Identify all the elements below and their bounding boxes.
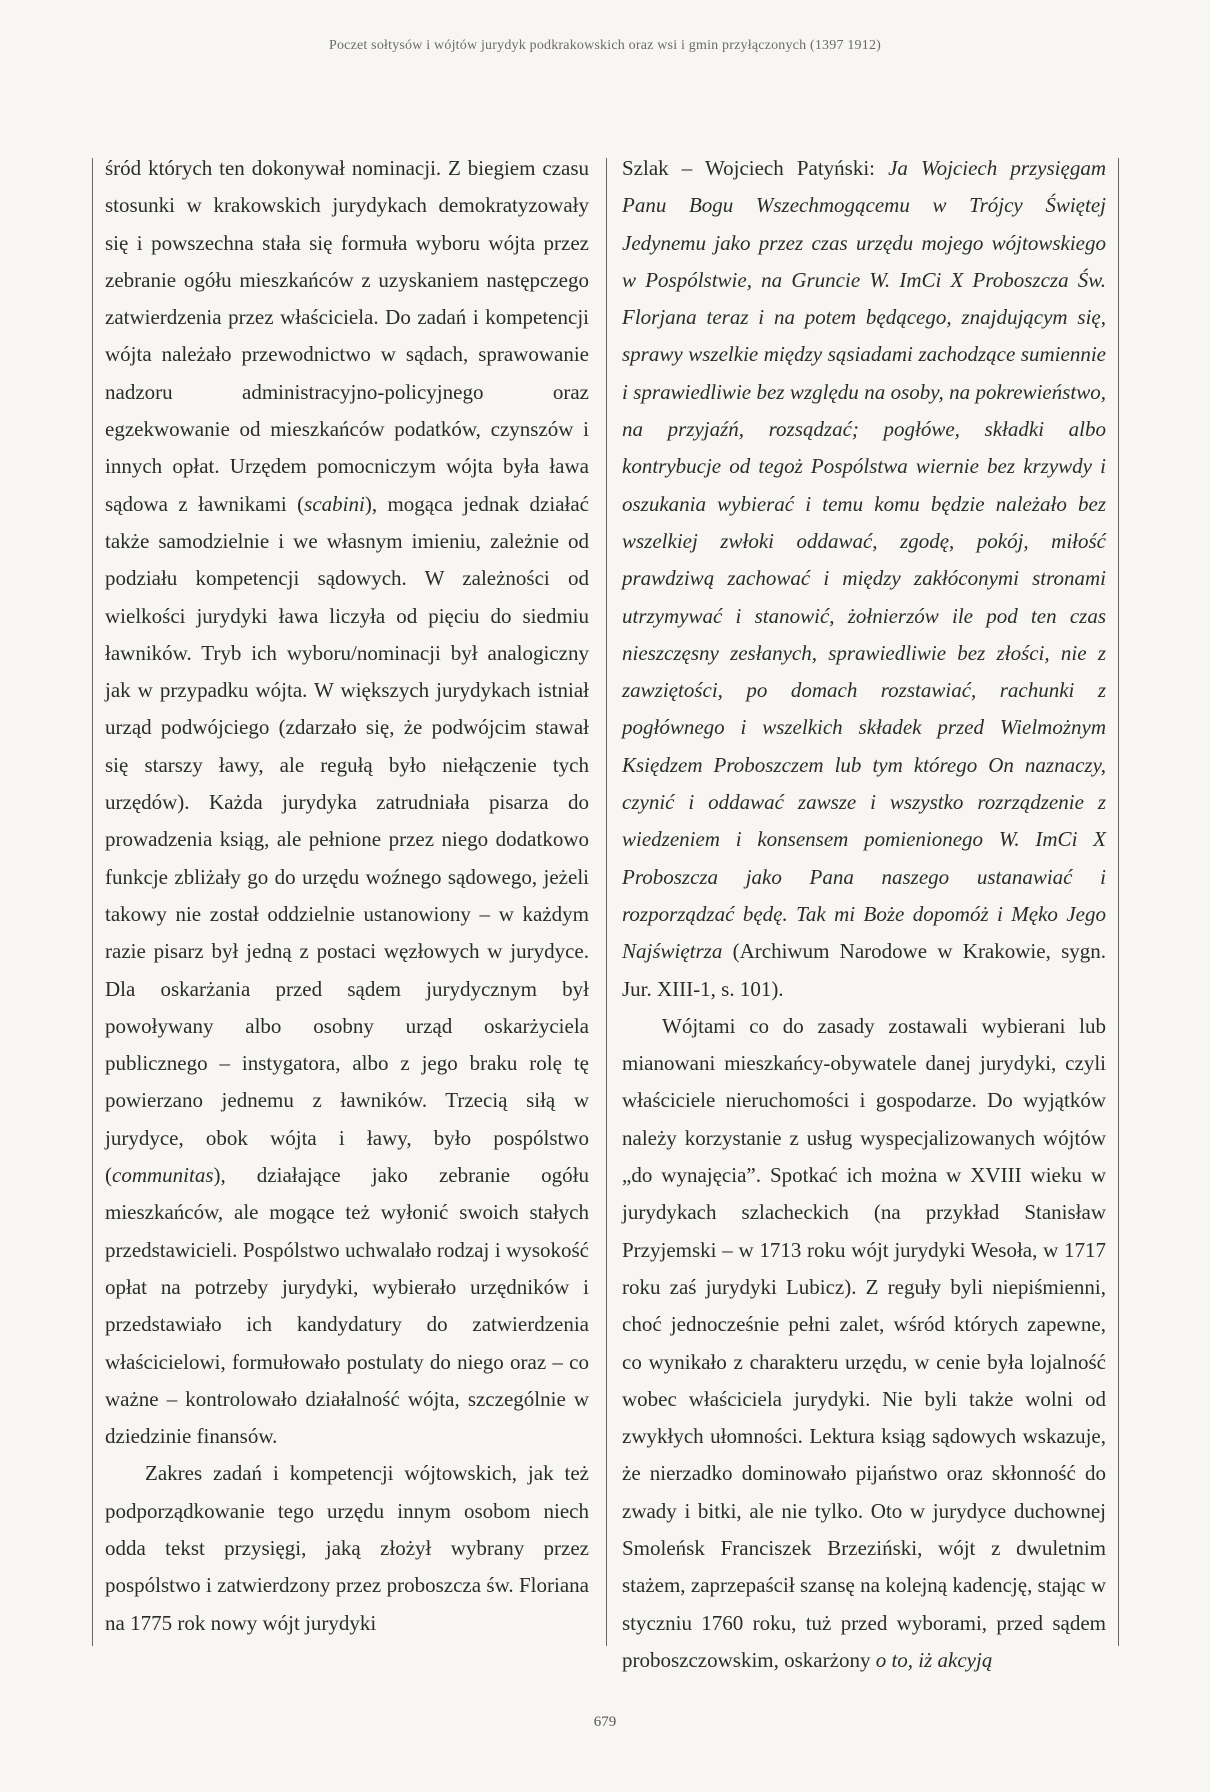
left-column: [105, 150, 589, 1655]
left-margin-rule: [92, 158, 93, 1646]
paragraph: Wójtami co do zasady zostawali wybierani lub mianowani mieszkańcy-obywatele danej jurydyki, czyli właściciele nieruchomości i gospodarze. Do wyjątków należy korzystanie z usług wyspecjalizowanych wójtów „do wynajęcia”. Spotkać ich można w XVIII wieku w jurydykach szlacheckich (na przykład Stanisław Przyjemski – w 1713 roku wójt jurydyki Wesoła, w 1717 roku zaś jurydyki Lubicz). Z reguły byli niepiśmienni, choć jednocześnie pełni zalet, wśród których zapewne, co wynikało z charakteru urzędu, w cenie była lojalność wobec właściciela jurydyki. Nie byli także wolni od zwykłych ułomności. Lektura ksiąg sądowych wskazuje, że nierzadko dominowało pijaństwo oraz skłonność do zwady i bitki, ale nie tylko. Oto w jurydyce duchownej Smoleńsk Franciszek Brzeziński, wójt z dwuletnim stażem, zaprzepaścił szansę na kolejną kadencję, stając w styczniu 1760 roku, tuż przed wyborami, przed sądem proboszczowskim, oskarżony o to, iż akcyją: [622, 1013, 1106, 1672]
running-header: Poczet sołtysów i wójtów jurydyk podkrakowskich oraz wsi i gmin przyłączonych (1397 1912): [328, 38, 882, 53]
paragraph: śród których ten dokonywał nominacji. Z biegiem czasu stosunki w krakowskich jurydykach demokratyzowały się i powszechna stała się formuła wyboru wójta przez zebranie ogółu mieszkańców z uzyskaniem następczego zatwierdzenia przez właściciela. Do zadań i kompetencji wójta należało przewodnictwo w sądach, sprawowanie nadzoru administracyjno-policyjnego oraz egzekwowanie od mieszkańców podatków, czynszów i innych opłat. Urzędem pomocniczym wójta była ława sądowa z ławnikami (scabini), mogąca jednak działać także samodzielnie i we własnym imieniu, zależnie od podziału kompetencji sądowych. W zależności od wielkości jurydyki ława liczyła od pięciu do siedmiu ławników. Tryb ich wyboru/nominacji był analogiczny jak w przypadku wójta. W większych jurydykach istniał urząd podwójciego (zdarzało się, że podwójcim stawał się starszy ławy, ale regułą było niełączenie tych urzędów). Każda jurydyka zatrudniała pisarza do prowadzenia ksiąg, ale pełnione przez niego dodatkowo funkcje zbliżały go do urzędu woźnego sądowego, jeżeli takowy nie został oddzielnie ustanowiony – w każdym razie pisarz był jedną z postaci węzłowych w jurydyce. Dla oskarżania przed sądem jurydycznym był powoływany albo osobny urząd oskarżyciela publicznego – instygatora, albo z jego braku rolę tę powierzano jednemu z ławników. Trzecią siłą w jurydyce, obok wójta i ławy, było pospólstwo (communitas), działające jako zebranie ogółu mieszkańców, ale mogące też wyłonić swoich stałych przedstawicieli. Pospólstwo uchwalało rodzaj i wysokość opłat na potrzeby jurydyki, wybierało urzędników i przedstawiało ich kandydatury do zatwierdzenia właścicielowi, formułowało postulaty do niego oraz – co ważne – kontrolowało działalność wójta, szczególnie w dziedzinie finansów.: [105, 156, 589, 1449]
oath-paragraph: Szlak – Wojciech Patyński: Ja Wojciech przysięgam Panu Bogu Wszechmogącemu w Trójcy Świętej Jedynemu jako przez czas urzędu mojego wójtowskiego w Pospólstwie, na Gruncie W. ImCi X Proboszcza Św. Florjana teraz i na potem będącego, znajdującym się, sprawy wszelkie między sąsiadami zachodzące sumiennie i sprawiedliwie bez względu na osoby, na pokrewieństwo, na przyjaźń, rozsądzać; pogłówe, składki albo kontrybucje od tegoż Pospólstwa wiernie bez krzywdy i oszukania wybierać i temu komu będzie należało bez wszelkiej zwłoki oddawać, zgodę, pokój, miłość prawdziwą zachować i między zakłóconymi stronami utrzymywać i stanowić, żołnierzów ile pod ten czas nieszczęsny zesłanych, sprawiedliwie bez złości, nie z zawziętości, po domach rozstawiać, rachunki z pogłównego i wszelkich składek przed Wielmożnym Księdzem Proboszczem lub tym którego On naznaczy, czynić i oddawać zawsze i wszystko rozrządzenie z wiedzeniem i konsensem pomienionego W. ImCi X Proboszcza jako Pana naszego ustanawiać i rozporządzać będę. Tak mi Boże dopomóż i Męko Jego Najświętrza (Archiwum Narodowe w Krakowie, sygn. Jur. XIII-1, s. 101).: [622, 156, 1106, 1001]
right-margin-rule: [1118, 158, 1119, 1646]
right-column: [622, 150, 1106, 1672]
paragraph: Zakres zadań i kompetencji wójtowskich, jak też podporządkowanie tego urzędu innym osobom niech odda tekst przysięgi, jaką złożył wybrany przez pospólstwo i zatwierdzony przez proboszcza św. Floriana na 1775 rok nowy wójt jurydyki: [105, 1461, 589, 1635]
page-number: 679: [593, 1714, 617, 1730]
column-divider-rule: [606, 158, 607, 1646]
